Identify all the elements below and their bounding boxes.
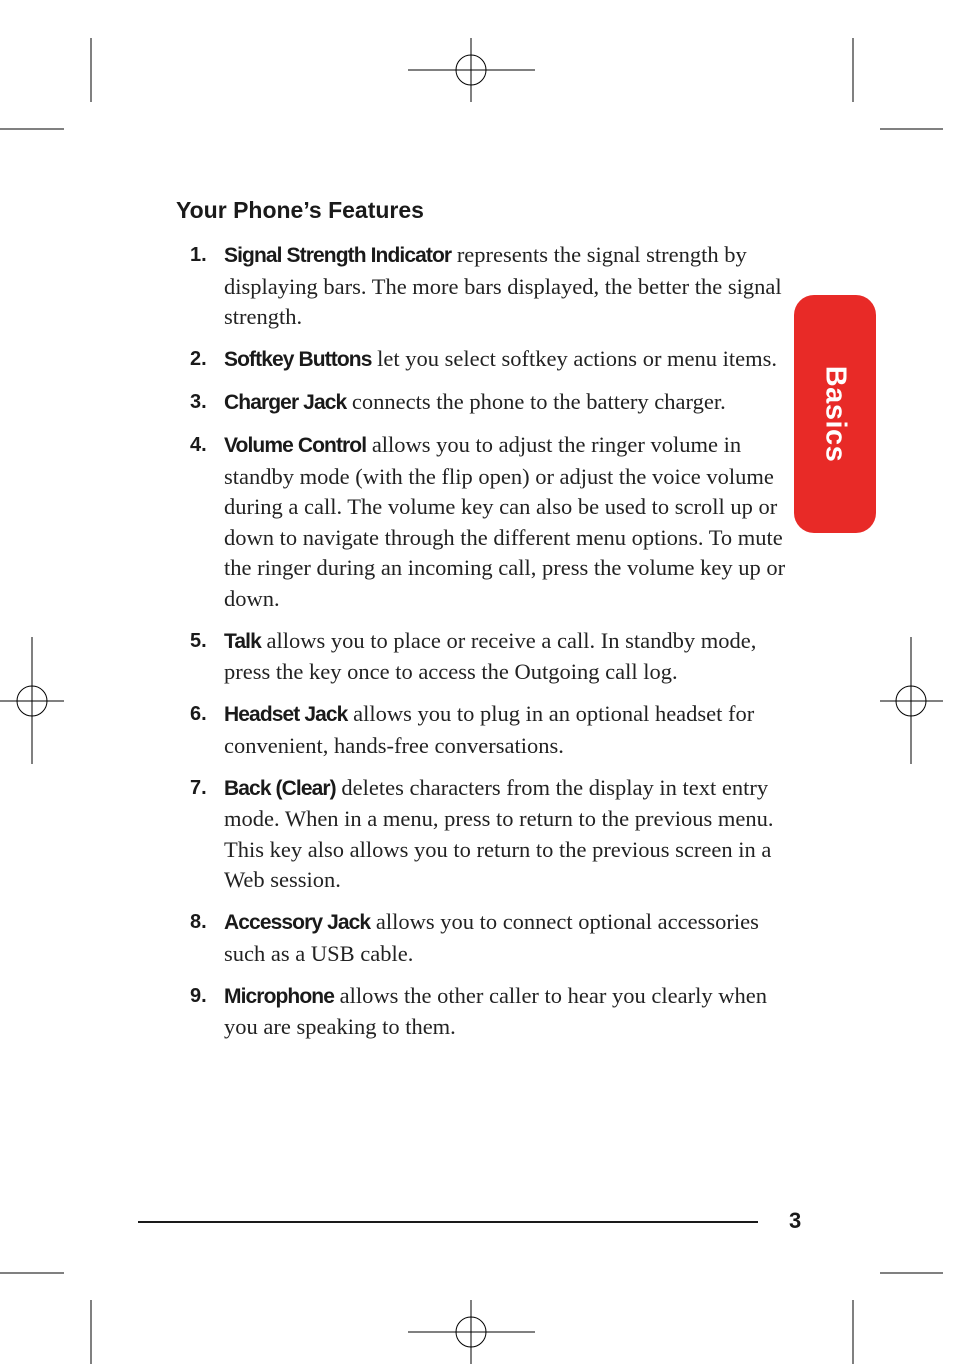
feature-term: Charger Jack [224,391,347,414]
feature-description: deletes characters from the display in text entry mode. When in a menu, press to return to the previous menu. This key also allows you to return to the previous screen in a Web session. [224,774,774,892]
feature-description: allows you to adjust the ringer volume in standby mode (with the flip open) or adjust the voice volume during a call. The volume key can also be used to scroll up or down to navigate through the different menu options. To mute the ringer during an incoming call, press the volume key up or down. [224,432,786,611]
feature-term: Softkey Buttons [224,348,372,371]
feature-description: allows you to plug in an optional headset for convenient, hands-free conversations. [224,701,755,758]
list-item [190,626,790,688]
feature-description: represents the signal strength by displaying bars. The more bars displayed, the better the signal strength. [224,242,782,329]
item-number: 1. [190,244,207,266]
section-tab [794,295,876,533]
list-item [190,699,790,761]
feature-description: allows you to connect optional accessories such as a USB cable. [224,909,759,966]
feature-description: connects the phone to the battery charger. [346,389,726,414]
list-item [190,344,790,376]
item-number: 8. [190,911,207,933]
list-item [190,387,790,419]
item-number: 3. [190,391,207,413]
list-item [190,430,790,614]
item-number: 9. [190,984,207,1007]
feature-term: Signal Strength Indicator [224,244,452,267]
feature-description: let you select softkey actions or menu items. [371,346,778,371]
item-number: 6. [190,703,207,725]
item-number: 2. [190,348,207,370]
item-number: 5. [190,629,207,652]
feature-term: Back (Clear) [224,776,336,800]
list-item [190,240,790,333]
section-tab-label: Basics [819,365,852,463]
feature-list [190,240,790,1054]
feature-description: allows the other caller to hear you clearly when you are speaking to them. [224,982,767,1039]
list-item [190,981,790,1043]
list-item [190,773,790,896]
feature-term: Accessory Jack [224,911,371,934]
list-item [190,907,790,969]
feature-term: Volume Control [224,434,367,457]
feature-term: Headset Jack [224,703,348,726]
section-heading: Your Phone’s Features [176,197,424,223]
footer-rule [138,1221,758,1223]
feature-description: allows you to place or receive a call. In standby mode, press the key once to access the Outgoing call log. [224,627,757,684]
feature-term: Talk [224,629,261,653]
page-number: 3 [789,1208,802,1233]
item-number: 7. [190,776,207,799]
feature-term: Microphone [224,984,334,1008]
item-number: 4. [190,434,207,456]
